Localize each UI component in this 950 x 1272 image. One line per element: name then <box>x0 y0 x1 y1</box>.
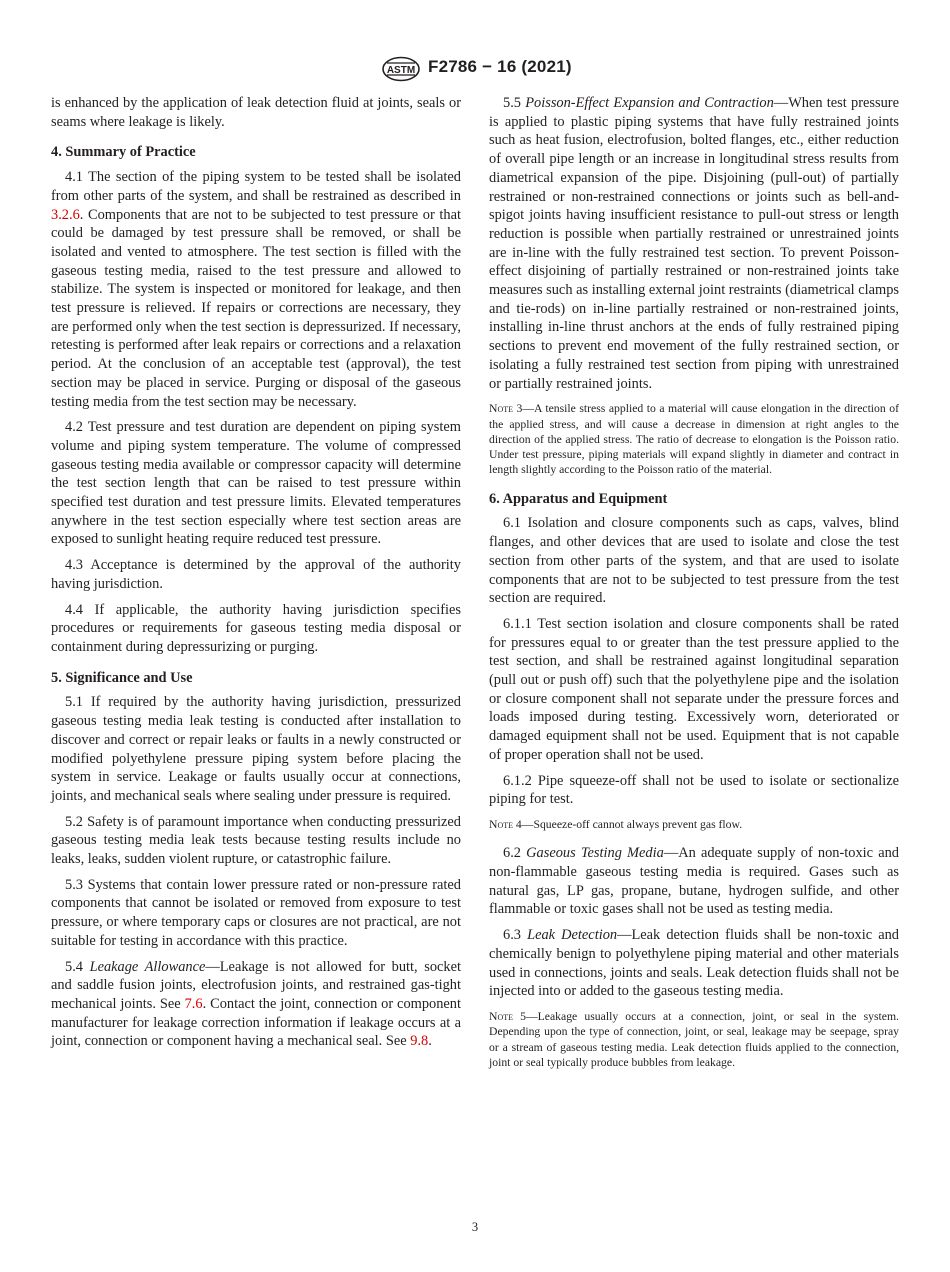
paragraph-5-1: 5.1 If required by the authority having jurisdiction, pressurized gaseous testing media leak testing is conducted after installation to discover and correct or repair leaks or faults in a newly constructed or modified polyethylene pressure piping system before placing the system in service. Leakage or faults usually occur at connections, joints, and mechanical seals where sealing under pressure is required. <box>51 694 461 804</box>
paragraph-4-1: 4.1 The section of the piping system to be tested shall be isolated from other parts of the system, and shall be restrained as described in 3.2.6. Components that are not to be subjected to test pressure or that could be damaged by test pressure shall be removed, or shall be isolated and vented to atmosphere. The test section is filled with the gaseous testing media, raised to the test pressure and allowed to stabilize. The system is inspected or monitored for leakage, and then test pressure is relieved. If repairs or corrections are necessary, they are performed only when the test section is depressurized. If necessary, retesting is performed after leak repairs or corrections and a relaxation period. At the conclusion of an acceptable test (approval), the test section may be placed in service. Purging or disposal of the gaseous testing media from the test section may be necessary. <box>51 169 461 410</box>
paragraph-5-2: 5.2 Safety is of paramount importance when conducting pressurized gaseous testing media leak tests because testing results include no leaks, leaks, sudden violent rupture, or catastrophic failure. <box>51 813 461 868</box>
note-4: Note 4—Squeeze-off cannot always prevent gas flow. <box>489 817 743 831</box>
standard-designation: F2786 − 16 (2021) <box>428 57 572 76</box>
continued-paragraph: is enhanced by the application of leak detection fluid at joints, seals or seams where leakage is likely. <box>51 95 461 130</box>
note-5: Note 5—Leakage usually occurs at a connection, joint, or seal in the system. Depending upon the type of connection, joint, or seal, leakage may be seepage, spray or a stream of gaseous testing media. Leak detection fluids applied to the connection, joint or seal typically produce bubbles from leakage. <box>489 1009 899 1069</box>
paragraph-5-4: 5.4 Leakage Allowance—Leakage is not allowed for butt, socket and saddle fusion joints, electrofusion joints, and restrained gas-tight mechanical joints. See 7.6. Contact the joint, connection or component manufacturer for leakage correction information if leakage occurs at a joint, connection or component having a mechanical seal. See 9.8. <box>51 958 461 1050</box>
section-5-heading: 5. Significance and Use <box>51 669 193 686</box>
svg-text:ASTM: ASTM <box>386 65 416 76</box>
note-3: Note 3—A tensile stress applied to a material will cause elongation in the direction of the applied stress, and will cause a decrease in dimension at right angles to the direction of the applied stress. The ratio of decrease to elongation is the Poisson ratio. Under test pressure, piping materials will expand slightly in diameter and contract in length slightly according to the Poisson ratio of the material. <box>489 402 899 477</box>
astm-logo-icon <box>381 56 421 82</box>
paragraph-6-1: 6.1 Isolation and closure components such as caps, valves, blind flanges, and other devices that are used to isolate and close the test section from other parts of the system, and that are used to isolate components that are not to be subjected to test pressure from the test section are required. <box>489 515 899 607</box>
section-4-heading: 4. Summary of Practice <box>51 144 196 161</box>
page-header <box>0 56 950 84</box>
paragraph-6-1-2: 6.1.2 Pipe squeeze-off shall not be used to isolate or sectionalize piping for test. <box>489 772 899 808</box>
xref-7-6-link[interactable]: 7.6 <box>184 995 203 1012</box>
left-column <box>51 94 461 1058</box>
xref-9-8-link[interactable]: 9.8 <box>410 1033 429 1050</box>
paragraph-5-5: 5.5 Poisson-Effect Expansion and Contraction—When test pressure is applied to plastic piping systems that have fully restrained joints such as heat fusion, electrofusion, bolted flanges, etc., either reduction of overall pipe length or an increase in longitudinal stress results from diametrical expansion of the pipe. Disjoining (pull-out) of partially restrained or non-restrained connections or joints such as bell-and-spigot joints having insufficient resistance to pull-out stress or length reduction is possible when partially restrained or unrestrained joints are in-line with the fully restrained test section. To prevent Poisson-effect disjoining of partially restrained or non-restrained joints take measures such as installing external joint restraints (diametrical clamps and tie-rods) on in-line partially restrained or non-restrained joints, installing in-line thrust anchors at the ends of fully restrained piping sections to prevent end movement of the fully restrained section, or isolating a fully restrained test section from piping with unrestrained or partially restrained joints. <box>489 95 900 392</box>
xref-3-2-6-link[interactable]: 3.2.6 <box>51 206 80 223</box>
paragraph-6-2: 6.2 Gaseous Testing Media—An adequate supply of non-toxic and non-flammable gaseous testing media is required. Gases such as natural gas, LP gas, propane, butane, hydrogen sulfide, and other flammable or toxic gases shall not be used as testing media. <box>489 845 899 918</box>
section-6-heading: 6. Apparatus and Equipment <box>489 490 668 507</box>
paragraph-4-3: 4.3 Acceptance is determined by the approval of the authority having jurisdiction. <box>51 557 461 592</box>
right-column <box>489 94 899 1082</box>
paragraph-4-2: 4.2 Test pressure and test duration are dependent on piping system volume and piping system temperature. The volume of compressed gaseous testing media available or compressor capacity will determine the test section length that can be raised to test pressure within specified test duration and test pressure limits. Elevated temperatures anywhere in the test section especially where test section areas are exposed to sunlight heating require reduced test pressure. <box>51 419 461 548</box>
paragraph-6-1-1: 6.1.1 Test section isolation and closure components shall be rated for pressures equal to or greater than the test pressure applied to the test section, and shall be restrained against longitudinal separation (pull out or push off) such that the polyethylene pipe and the isolation or closure component shall not separate under the pressure forces and loads imposed during testing. Excessively worn, deteriorated or damaged equipment shall not be used. Equipment that is not capable of proper operation shall not be used. <box>489 615 899 763</box>
paragraph-6-3: 6.3 Leak Detection—Leak detection fluids shall be non-toxic and chemically benign to polyethylene piping material and other materials used in connections, joints and seals. Leak detection fluids shall not be injected into or added to the gaseous testing media. <box>489 927 899 1000</box>
page-number: 3 <box>471 1220 479 1234</box>
paragraph-4-4: 4.4 If applicable, the authority having jurisdiction specifies procedures or requirements for gaseous testing media disposal or containment during depressurizing or purging. <box>51 601 461 655</box>
paragraph-5-3: 5.3 Systems that contain lower pressure rated or non-pressure rated components that cannot be isolated or removed from exposure to test pressure, or where temporary caps or closures are not practical, are not suitable for testing in accordance with this practice. <box>51 876 461 949</box>
